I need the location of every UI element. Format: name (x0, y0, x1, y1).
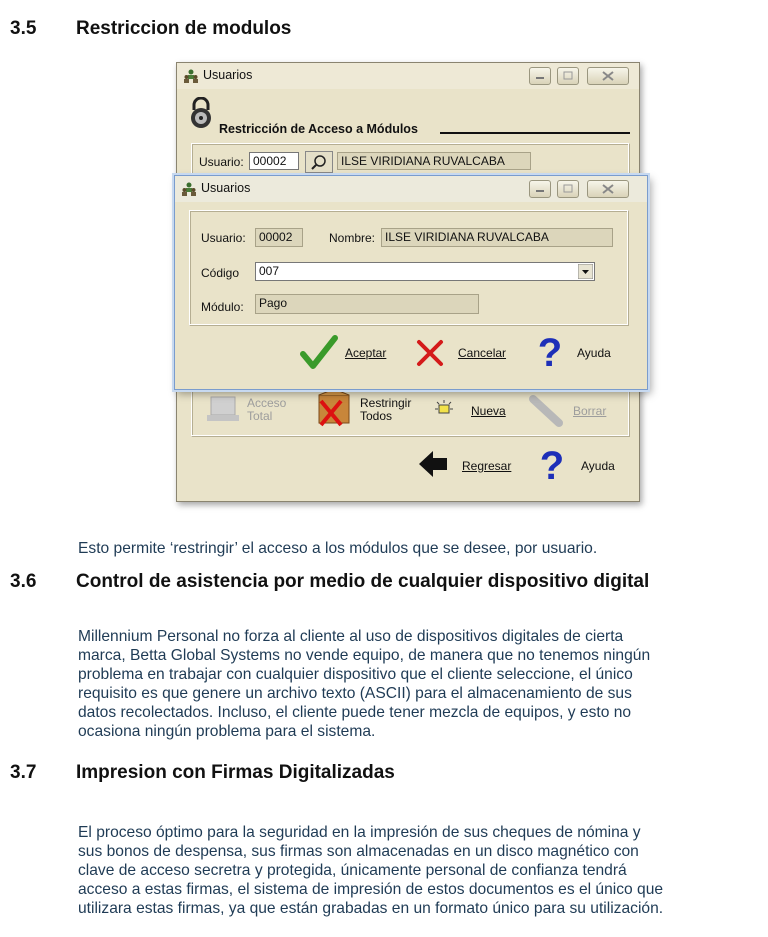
minimize-icon (530, 68, 550, 84)
search-icon (306, 152, 332, 172)
back-arrow-icon (417, 447, 451, 481)
acceso-line1: Acceso (247, 396, 287, 410)
regresar-label: Regresar (462, 459, 512, 473)
usuario-input[interactable]: 00002 (249, 152, 299, 170)
help-question-icon (535, 443, 569, 485)
acceso-total-button[interactable] (247, 397, 286, 423)
nombre-label: Nombre: (329, 231, 376, 245)
codigo-select[interactable] (255, 262, 595, 281)
paragraph-line: requisito es que genere un archivo texto (ASCII) para el almacenamiento de sus (78, 685, 632, 702)
dialog-maximize-button[interactable] (557, 180, 579, 198)
svg-text:?: ? (537, 331, 563, 372)
maximize-button[interactable] (557, 67, 579, 85)
ayuda-button-back[interactable] (581, 459, 615, 473)
nueva-button[interactable] (471, 404, 506, 418)
close-icon (588, 68, 628, 84)
lock-icon (187, 97, 215, 129)
modulo-label: Módulo: (201, 300, 244, 314)
usuario-label: Usuario: (199, 155, 244, 169)
paragraph-line: El proceso óptimo para la seguridad en la impresión de sus cheques de nómina y (78, 824, 641, 841)
paragraph-line: acceso a estas firmas, el sistema de impresión de estos documentos es el único que (78, 881, 664, 898)
paragraph-3-6 (78, 627, 650, 741)
close-button[interactable] (587, 67, 629, 85)
cancelar-button[interactable] (458, 346, 506, 360)
aceptar-label: Aceptar (345, 346, 387, 360)
heading-rule (440, 132, 630, 134)
section-title-3-7: Impresion con Firmas Digitalizadas (76, 762, 395, 783)
nueva-icon (433, 399, 455, 419)
nueva-label: Nueva (471, 404, 506, 418)
aceptar-button[interactable] (345, 346, 386, 360)
modulo-field: Pago (255, 294, 479, 314)
cancel-x-icon (415, 338, 445, 368)
restringir-line1: Restringir (360, 396, 412, 410)
users-icon (183, 68, 199, 84)
ayuda-label-back: Ayuda (581, 459, 615, 473)
section-title-3-6: Control de asistencia por medio de cualquier dispositivo digital (76, 571, 650, 592)
section-title-3-5: Restriccion de modulos (76, 18, 292, 39)
codigo-value: 007 (259, 264, 280, 278)
close-icon (588, 181, 628, 197)
dialog-close-button[interactable] (587, 180, 629, 198)
dialog-title-bar[interactable] (175, 176, 647, 202)
paragraph-line: clave de acceso secretra y protegida, únicamente personal de confianza tendrá (78, 862, 627, 879)
window-title: Usuarios (203, 68, 253, 82)
ayuda-button-dialog[interactable] (577, 346, 611, 360)
svg-text:?: ? (539, 444, 565, 485)
search-user-button[interactable] (305, 151, 333, 173)
restriction-heading: Restricción de Acceso a Módulos (219, 122, 418, 136)
dialog-minimize-button[interactable] (529, 180, 551, 198)
paragraph-line: sus bonos de despensa, sus firmas son almacenadas en un disco magnético con (78, 843, 639, 860)
borrar-label: Borrar (573, 404, 607, 418)
caption-line: Esto permite ‘restringir’ el acceso a los módulos que se desee, por usuario. (78, 540, 598, 557)
paragraph-line: utilizara estas firmas, ya que están grabadas en un formato único para su utilización. (78, 900, 664, 917)
dialog-usuario-field: 00002 (255, 228, 303, 247)
help-question-icon (533, 330, 567, 372)
minimize-button[interactable] (529, 67, 551, 85)
restringir-todos-icon (311, 387, 359, 431)
paragraph-line: datos recolectados. Incluso, el cliente puede tener mezcla de equipos, y esto no (78, 704, 632, 721)
restringir-line2: Todos (360, 409, 393, 423)
dialog-usuario-label: Usuario: (201, 231, 246, 245)
codigo-label: Código (201, 266, 240, 280)
ayuda-label-dialog: Ayuda (577, 346, 611, 360)
checkmark-icon (299, 334, 339, 372)
section-number-3-5: 3.5 (10, 18, 37, 39)
title-bar[interactable] (177, 63, 639, 89)
dialog-title: Usuarios (201, 181, 251, 195)
minimize-icon (530, 181, 550, 197)
borrar-icon (525, 389, 573, 429)
usuario-name-field: ILSE VIRIDIANA RUVALCABA (337, 152, 531, 170)
maximize-icon (558, 181, 578, 197)
paragraph-line: ocasiona ningún problema para el sistema. (78, 723, 376, 740)
usuarios-dialog (174, 175, 648, 390)
section-number-3-7: 3.7 (10, 762, 37, 783)
paragraph-line: problema en trabajar con cualquier dispositivo que el cliente seleccione, el único (78, 666, 633, 683)
restringir-todos-button[interactable] (360, 397, 411, 423)
cancelar-label: Cancelar (458, 346, 507, 360)
users-icon (181, 181, 197, 197)
caption-3-5 (78, 539, 597, 558)
acceso-line2: Total (247, 409, 273, 423)
acceso-total-icon (201, 389, 245, 429)
regresar-button[interactable] (462, 459, 511, 473)
borrar-button[interactable] (573, 404, 606, 418)
chevron-down-icon[interactable] (578, 264, 593, 279)
paragraph-line: Millennium Personal no forza al cliente al uso de dispositivos digitales de cierta (78, 628, 624, 645)
maximize-icon (558, 68, 578, 84)
section-number-3-6: 3.6 (10, 571, 37, 592)
nombre-field: ILSE VIRIDIANA RUVALCABA (381, 228, 613, 247)
paragraph-line: marca, Betta Global Systems no vende equipo, de manera que no tenemos ningún (78, 647, 651, 664)
paragraph-3-7 (78, 823, 663, 918)
